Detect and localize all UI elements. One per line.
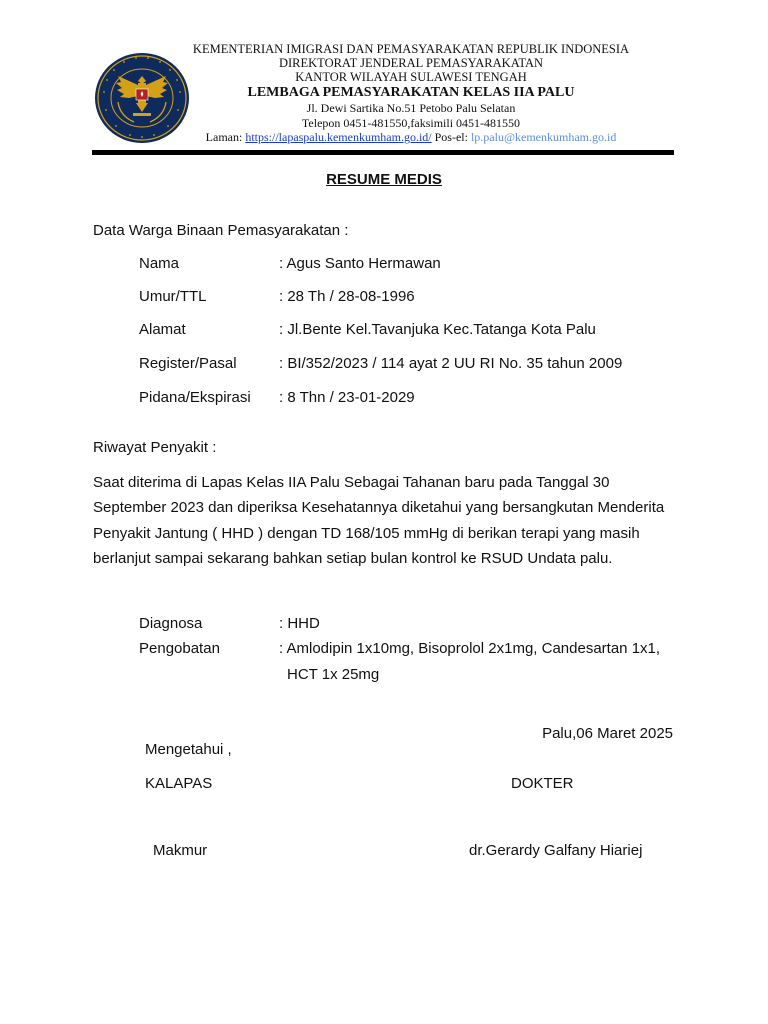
website-link[interactable]: https://lapaspalu.kemenkumham.go.id/ bbox=[245, 130, 432, 144]
letterhead bbox=[170, 42, 652, 145]
right-signatory-role: DOKTER bbox=[511, 775, 574, 792]
treatment-value-line1: : Amlodipin 1x10mg, Bisoprolol 2x1mg, Candesartan 1x1, bbox=[279, 640, 661, 657]
email-label: Pos-el: bbox=[434, 130, 468, 144]
ministry-name: KEMENTERIAN IMIGRASI DAN PEMASYARAKATAN REPUBLIK INDONESIA bbox=[192, 42, 630, 56]
treatment-label: Pengobatan bbox=[139, 640, 220, 657]
regional-office: KANTOR WILAYAH SULAWESI TENGAH bbox=[295, 70, 527, 84]
institution-phone: Telepon 0451-481550,faksimili 0451-481550 bbox=[301, 115, 521, 130]
field-label-register: Register/Pasal bbox=[139, 355, 237, 372]
field-label-address: Alamat bbox=[139, 321, 186, 338]
left-signatory-role: KALAPAS bbox=[145, 775, 213, 792]
history-heading: Riwayat Penyakit : bbox=[93, 439, 217, 456]
history-paragraph: Saat diterima di Lapas Kelas IIA Palu Sebagai Tahanan baru pada Tanggal 30 September 2023 dan diperiksa Kesehatannya diketahui yang bersangkutan Menderita Penyakit Jantung ( HHD ) dengan TD 168/105 mmHg di berikan terapi yang masih berlanjut sampai sekarang bahkan setiap bulan kontrol ke RSUD Undata palu. bbox=[93, 474, 665, 567]
field-value-name: : Agus Santo Hermawan bbox=[279, 255, 441, 272]
diagnosis-label: Diagnosa bbox=[139, 615, 203, 632]
institution-address: Jl. Dewi Sartika No.51 Petobo Palu Selatan bbox=[306, 101, 516, 115]
inmate-data-heading: Data Warga Binaan Pemasyarakatan : bbox=[93, 222, 349, 239]
field-label-name: Nama bbox=[139, 255, 180, 272]
field-label-sentence: Pidana/Ekspirasi bbox=[139, 389, 251, 406]
field-value-register: : BI/352/2023 / 114 ayat 2 UU RI No. 35 tahun 2009 bbox=[279, 355, 623, 372]
email-link[interactable]: lp.palu@kemenkumham.go.id bbox=[470, 130, 617, 144]
place-date: Palu,06 Maret 2025 bbox=[542, 725, 673, 742]
letterhead-divider bbox=[92, 150, 674, 155]
diagnosis-value: : HHD bbox=[279, 615, 320, 632]
directorate-name: DIREKTORAT JENDERAL PEMASYARAKATAN bbox=[278, 56, 544, 70]
field-label-age: Umur/TTL bbox=[139, 288, 207, 305]
field-value-sentence: : 8 Thn / 23-01-2029 bbox=[279, 389, 415, 406]
left-signatory-name: Makmur bbox=[153, 842, 208, 859]
treatment-value-line2: HCT 1x 25mg bbox=[287, 666, 380, 683]
contact-line bbox=[170, 130, 652, 145]
institution-name: LEMBAGA PEMASYARAKATAN KELAS IIA PALU bbox=[247, 85, 575, 100]
web-label: Laman: bbox=[205, 130, 243, 144]
field-value-age: : 28 Th / 28-08-1996 bbox=[279, 288, 415, 305]
right-signatory-name: dr.Gerardy Galfany Hiariej bbox=[469, 842, 643, 859]
acknowledged-label: Mengetahui , bbox=[145, 741, 232, 758]
field-value-address: : Jl.Bente Kel.Tavanjuka Kec.Tatanga Kota Palu bbox=[279, 321, 596, 338]
document-title: RESUME MEDIS bbox=[326, 171, 442, 188]
